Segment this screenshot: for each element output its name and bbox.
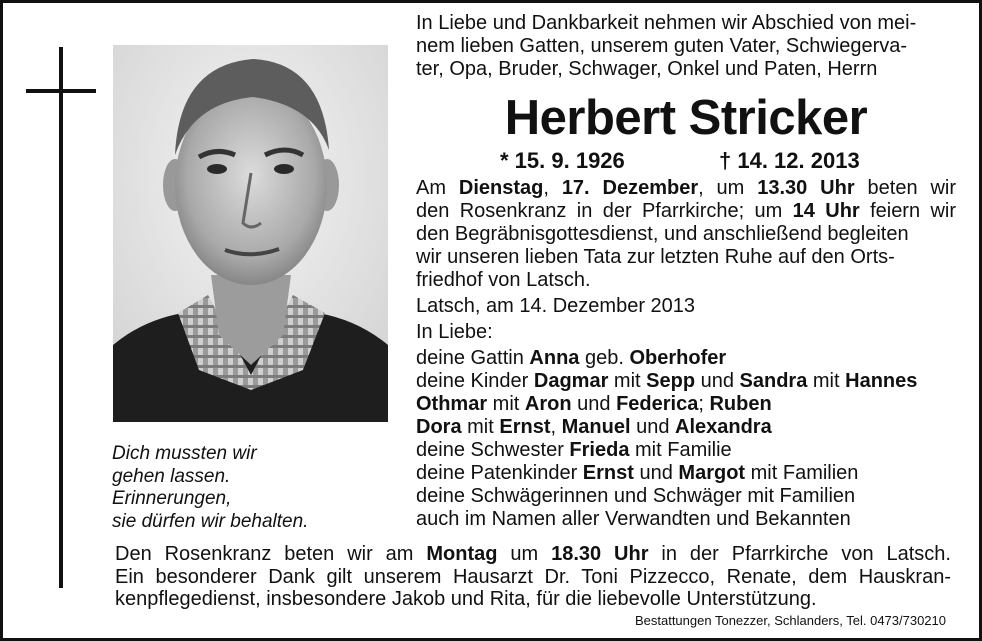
mourner-line: deine Schwester Frieda mit Familie <box>416 439 732 461</box>
poem <box>112 443 372 533</box>
mourner-line: Othmar mit Aron und Federica; Ruben <box>416 393 772 415</box>
closing-line: kenpflegedienst, insbesondere Jakob und Rita, für die liebevolle Unterstützung. <box>115 588 817 610</box>
mourner-line: deine Patenkinder Ernst und Margot mit Familien <box>416 462 859 484</box>
funeral-line: friedhof von Latsch. <box>416 269 591 291</box>
intro-text <box>416 12 956 81</box>
funeral-line: den Begräbnisgottesdienst, und anschließend begleiten <box>416 223 909 245</box>
poem-line: gehen lassen. <box>112 465 231 487</box>
intro-line: In Liebe und Dankbarkeit nehmen wir Abschied von mei- <box>416 12 917 34</box>
closing-text <box>115 543 951 611</box>
mourner-line: auch im Namen aller Verwandten und Bekannten <box>416 508 851 530</box>
mourner-line: deine Gattin Anna geb. Oberhofer <box>416 347 727 369</box>
closing-line: Ein besonderer Dank gilt unserem Hausarzt Dr. Toni Pizzecco, Renate, dem Hauskran- <box>115 565 951 588</box>
funeral-home-credit: Bestattungen Tonezzer, Schlanders, Tel. 0473/730210 <box>634 613 946 628</box>
intro-line: nem lieben Gatten, unserem guten Vater, Schwiegerva- <box>416 35 908 57</box>
death-date: † 14. 12. 2013 <box>719 148 860 173</box>
mourners-intro: In Liebe: <box>416 321 493 343</box>
funeral-line: wir unseren lieben Tata zur letzten Ruhe auf den Orts- <box>416 246 895 268</box>
closing-line: Den Rosenkranz beten wir am Montag um 18.30 Uhr in der Pfarrkirche von Latsch. <box>115 543 951 565</box>
cross-icon-bar <box>26 89 96 93</box>
funeral-line: den Rosenkranz in der Pfarrkirche; um 14 Uhr feiern wir <box>416 200 956 222</box>
deceased-name: Herbert Stricker <box>504 91 868 145</box>
birth-date: * 15. 9. 1926 <box>500 148 625 173</box>
poem-line: Dich mussten wir <box>112 443 257 464</box>
place-date: Latsch, am 14. Dezember 2013 <box>416 295 696 317</box>
funeral-line: Am Dienstag, 17. Dezember, um 13.30 Uhr beten wir <box>416 177 956 199</box>
portrait-photo <box>113 45 388 422</box>
funeral-details <box>416 177 956 531</box>
poem-line: Erinnerungen, <box>112 488 232 509</box>
mourner-line: deine Schwägerinnen und Schwäger mit Familien <box>416 485 856 507</box>
mourner-line: Dora mit Ernst, Manuel und Alexandra <box>416 416 772 438</box>
poem-line: sie dürfen wir behalten. <box>112 510 309 532</box>
cross-icon <box>59 47 63 588</box>
intro-line: ter, Opa, Bruder, Schwager, Onkel und Paten, Herrn <box>416 58 878 80</box>
mourner-line: deine Kinder Dagmar mit Sepp und Sandra mit Hannes <box>416 370 918 392</box>
